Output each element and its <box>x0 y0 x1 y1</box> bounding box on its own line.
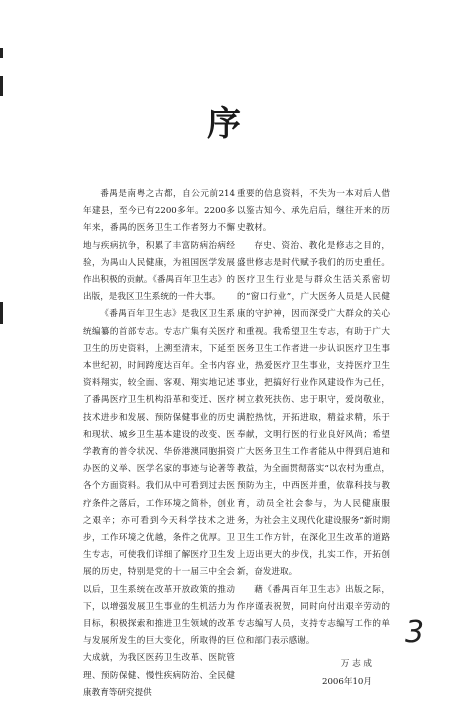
preface-paragraph: 藉《番禺百年卫生志》出版之际，作序谨表祝贺，同时向付出艰辛劳动的专志编写人员，支持专志编写工作的单位和部门表示感谢。 <box>237 584 390 647</box>
preface-paragraph: 存史、资治、教化是修志之目的，盛世修志是时代赋予我们的历史重任。医疗卫生行业是与群众生活关系密切的“窗口行业”，广大医务人员是人民健康的守护神，因而深受广大群众的关心和重视。我希望卫生专志，有助于广大医务卫生工作者进一步认识医疗卫生事业，热爱医疗卫生事业，支持医疗卫生事业，把搞好行业作风建设作为己任，树立救死扶伤、忠于职守，爱岗敬业，满腔热忱，开拓进取，精益求精，乐于奉献，文明行医的行业良好风尚；希望广大医务卫生工作者能从中得到启迪和教益，为全面贯彻落实“以农村为重点，预防为主，中西医并重，依靠科技与教育，动员全社会参与，为人民健康服务，为社会主义现代化建设服务”新时期卫生工作方针，在深化卫生改革的道路上迈出更大的步伐，扎实工作，开拓创新，奋发进取。 <box>237 240 390 578</box>
handwritten-page-number: 3 <box>405 615 425 650</box>
preface-paragraph: 番禺是南粤之古都，自公元前214年建县，至今已有2200多年。2200多年来，番禺的医务卫生工作者努力不懈地与疾病抗争，积累了丰富防病治病经验，为禺山人民健康，为祖国医学发展作出积极的贡献。《番禺百年卫生志》的出版，是我区卫生系统的一件大事。 <box>83 189 235 303</box>
preface-paragraph: 《番禺百年卫生志》是我区卫生系统编纂的首部专志。专志广集有关医疗卫生的历史资料，上溯至清末，下延至本世纪初，时间跨度达百年。全书内容资料翔实，较全面、客观、翔实地记述了番禺医疗卫生机构沿革和变迁、医疗技术进步和发展、预防保健事业的历史和现状、城乡卫生基本建设的改变、医学教育的普令状况、华侨港澳同胞捐资办医的义举、医学名家的事迹与论著等各个方面资料。我们从中可看到过去医疗条件之落后，工作环境之简朴，创业之艰辛；亦可看到今天科学技术之进步，工作环境之优越，条件之优厚。卫生专志，可使我们详细了解医疗卫生发展的历史，特别是党的十一届三中全会以后，卫生系统在改革开放政策的推动下，以增强发展卫生事业的生机活力为目标，积极探索和推进卫生领域的改革与发展所发生的巨大变化，所取得的巨大成就，为我区医药卫生改革、医院管理、预防保健、慢性疾病防治、全民健康教育等研究提供 <box>83 309 235 698</box>
preface-title: 序 <box>207 104 243 144</box>
scan-edge-mark <box>0 76 3 96</box>
author-signature: 万 志 成 <box>340 659 372 670</box>
right-text-column <box>237 186 390 691</box>
signature-date: 2006年10月 <box>322 676 372 687</box>
scan-edge-mark <box>0 302 3 324</box>
scan-edge-mark <box>0 48 3 58</box>
left-text-column <box>83 186 235 702</box>
preface-paragraph: 重要的信息资料，不失为一本对后人借以鉴古知今、承先启后，继往开来的历史教材。 <box>237 189 390 234</box>
